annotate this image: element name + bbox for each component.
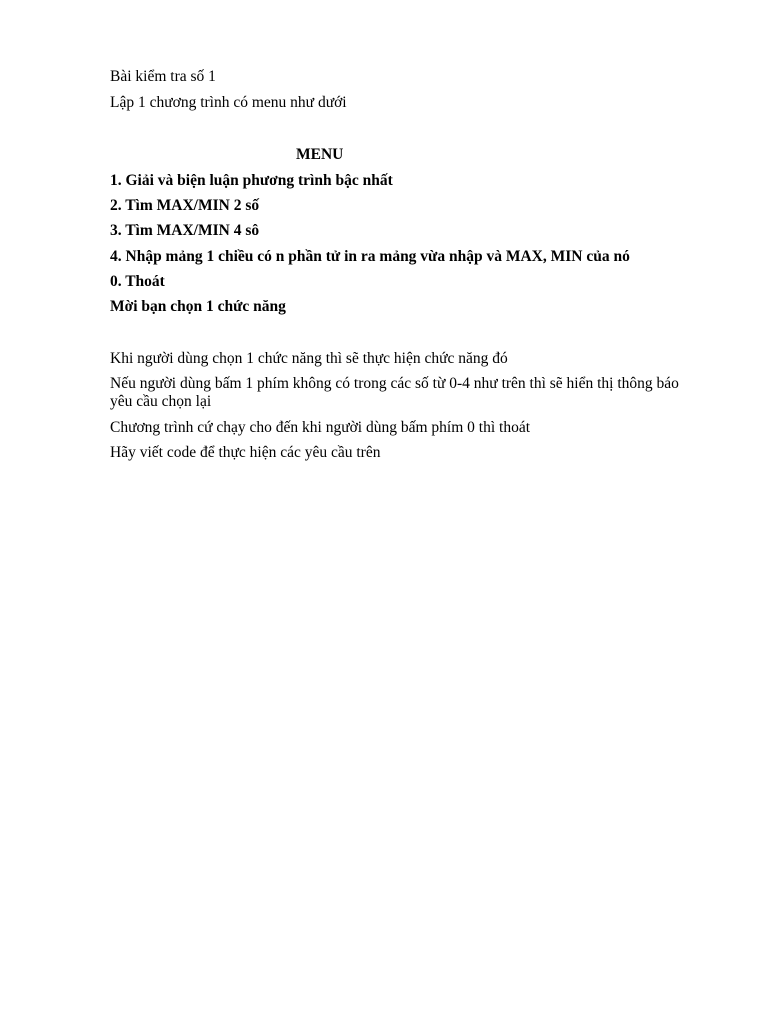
- requirement-4: Hãy viết code để thực hiện các yêu cầu trên: [110, 444, 381, 461]
- requirement-3: Chương trình cứ chạy cho đến khi người dùng bấm phím 0 thì thoát: [110, 419, 530, 436]
- menu-prompt: Mời bạn chọn 1 chức năng: [110, 298, 286, 315]
- document-title: Bài kiểm tra số 1: [110, 68, 216, 85]
- menu-item-3: 3. Tìm MAX/MIN 4 sô: [110, 222, 260, 239]
- requirement-2: Nếu người dùng bấm 1 phím không có trong các số từ 0-4 như trên thì sẽ hiển thị thông báo yêu cầu chọn lại: [110, 375, 679, 410]
- requirement-1: Khi người dùng chọn 1 chức năng thì sẽ thực hiện chức năng đó: [110, 350, 508, 367]
- menu-item-1: 1. Giải và biện luận phương trình bậc nhất: [110, 172, 393, 189]
- menu-item-4: 4. Nhập mảng 1 chiều có n phần tử in ra mảng vừa nhập và MAX, MIN của nó: [110, 248, 630, 265]
- menu-heading: MENU: [296, 146, 344, 163]
- menu-item-0: 0. Thoát: [110, 273, 165, 290]
- document-subtitle: Lập 1 chương trình có menu như dưới: [110, 94, 347, 111]
- menu-item-2: 2. Tìm MAX/MIN 2 số: [110, 197, 260, 214]
